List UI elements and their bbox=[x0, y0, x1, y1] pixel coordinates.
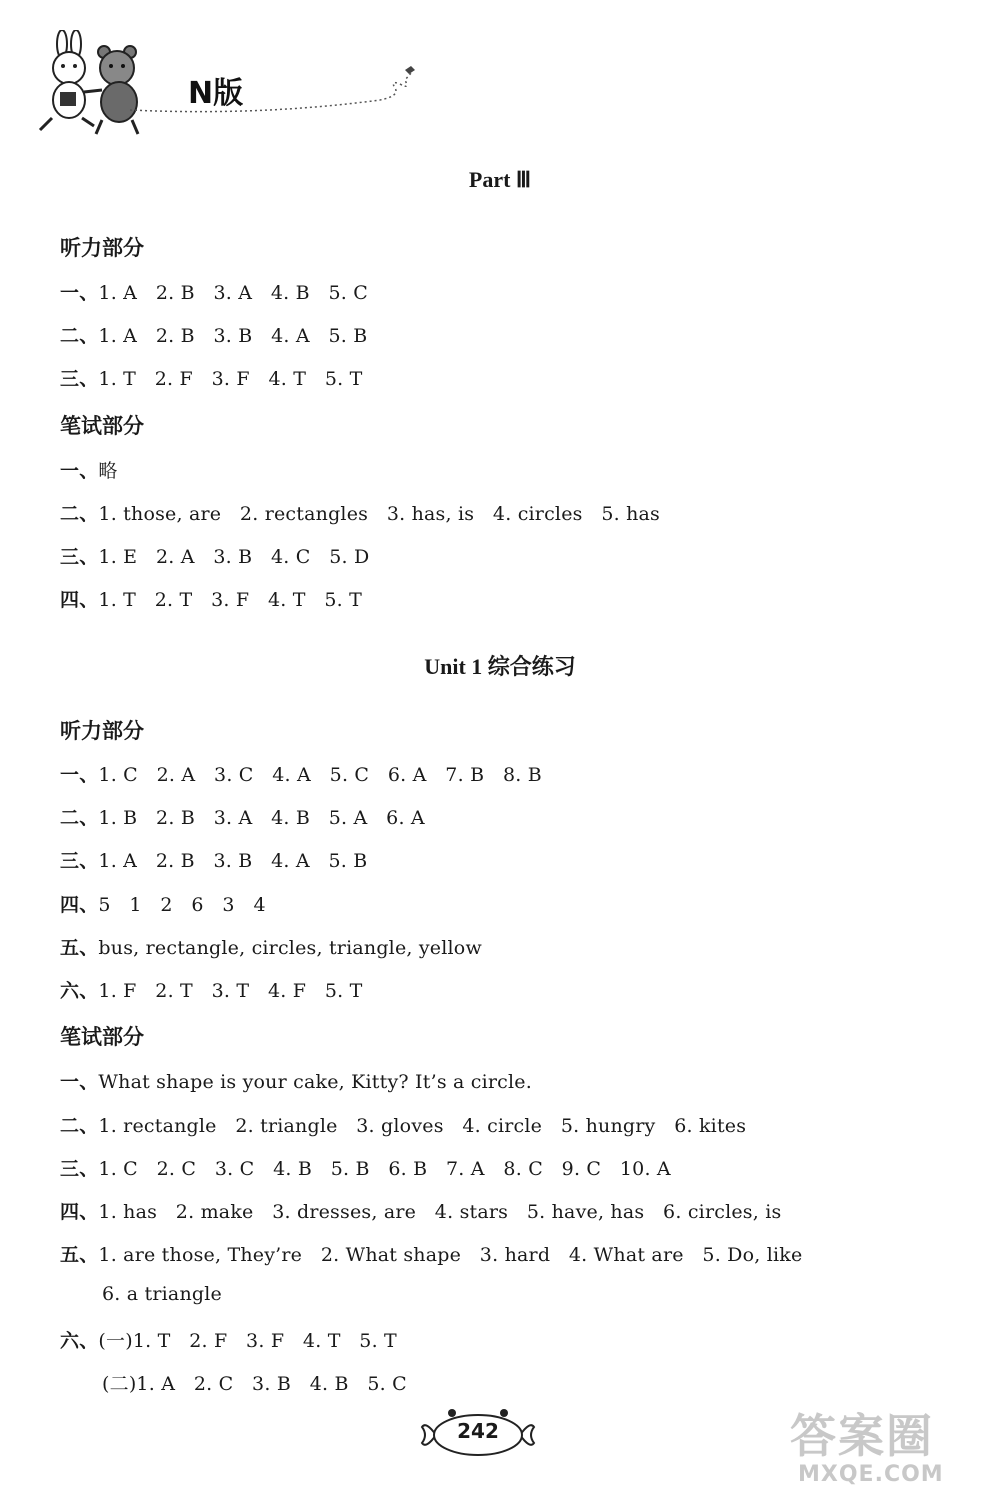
item-number: 四、 bbox=[60, 894, 99, 916]
item-answer: bus, rectangle, circles, triangle, yellow bbox=[98, 937, 482, 959]
unit1-title: Unit 1 综合练习 bbox=[424, 654, 576, 679]
list-item bbox=[60, 1154, 671, 1181]
unit1-writing-heading: 笔试部分 bbox=[60, 1025, 144, 1049]
item-answer: 1. has 2. make 3. dresses, are 4. stars 5. have, has 6. circles, is bbox=[98, 1201, 782, 1223]
item-number: 二、 bbox=[60, 1115, 99, 1137]
item-number: 六、 bbox=[60, 980, 99, 1002]
list-item bbox=[102, 1369, 407, 1396]
list-item bbox=[60, 321, 367, 348]
part3-listening-heading: 听力部分 bbox=[60, 236, 144, 260]
item-number: 三、 bbox=[60, 1158, 99, 1180]
list-item bbox=[60, 1197, 781, 1224]
item-answer: 1. A 2. B 3. B 4. A 5. B bbox=[98, 850, 368, 872]
list-item bbox=[60, 846, 367, 873]
item-answer: 1. T 2. F 3. F 4. T 5. T bbox=[98, 368, 363, 390]
item-answer: 1. C 2. C 3. C 4. B 5. B 6. B 7. A 8. C 9. C 10. A bbox=[98, 1158, 671, 1180]
item-number: 五、 bbox=[60, 937, 99, 959]
item-answer: What shape is your cake, Kitty? It’s a circle. bbox=[98, 1071, 532, 1093]
list-item bbox=[60, 760, 542, 787]
item-answer: 1. A 2. B 3. A 4. B 5. C bbox=[98, 282, 369, 304]
dotted-divider bbox=[120, 60, 440, 120]
list-item bbox=[60, 1326, 397, 1353]
list-item bbox=[102, 1283, 222, 1305]
item-answer: 1. A 2. B 3. B 4. A 5. B bbox=[98, 325, 368, 347]
page-number-badge bbox=[418, 1405, 538, 1465]
item-number: 二、 bbox=[60, 503, 99, 525]
list-item bbox=[60, 803, 425, 830]
list-item bbox=[60, 585, 362, 612]
list-item bbox=[60, 499, 660, 526]
list-item bbox=[60, 1240, 802, 1267]
item-number: 四、 bbox=[60, 1201, 99, 1223]
watermark-url: MXQE.COM bbox=[798, 1462, 944, 1487]
list-item bbox=[60, 1111, 746, 1138]
item-number: 一、 bbox=[60, 282, 99, 304]
item-answer: 1. B 2. B 3. A 4. B 5. A 6. A bbox=[98, 807, 425, 829]
list-item bbox=[60, 456, 118, 483]
item-answer: 5 1 2 6 3 4 bbox=[98, 894, 266, 916]
item-number: 三、 bbox=[60, 546, 99, 568]
item-answer: 1. E 2. A 3. B 4. C 5. D bbox=[98, 546, 370, 568]
list-item bbox=[60, 278, 368, 305]
item-number: 三、 bbox=[60, 850, 99, 872]
watermark-logo-text: 答案圈 bbox=[790, 1409, 934, 1463]
item-number: 二、 bbox=[60, 325, 99, 347]
item-number: 一、 bbox=[60, 460, 99, 482]
list-item bbox=[60, 542, 369, 569]
list-item bbox=[60, 933, 482, 960]
list-item bbox=[60, 976, 363, 1003]
item-number: 一、 bbox=[60, 764, 99, 786]
item-answer: 1. T 2. T 3. F 4. T 5. T bbox=[98, 589, 362, 611]
item-answer: (一)1. T 2. F 3. F 4. T 5. T bbox=[98, 1330, 397, 1352]
item-answer: 1. are those, They’re 2. What shape 3. hard 4. What are 5. Do, like bbox=[98, 1244, 803, 1266]
item-number: 三、 bbox=[60, 368, 99, 390]
page-number: 242 bbox=[457, 1419, 499, 1443]
part3-writing-heading: 笔试部分 bbox=[60, 414, 144, 438]
item-number: 四、 bbox=[60, 589, 99, 611]
item-answer: 6. a triangle bbox=[102, 1283, 222, 1305]
item-answer: 1. those, are 2. rectangles 3. has, is 4. circles 5. has bbox=[98, 503, 661, 525]
item-answer: 1. rectangle 2. triangle 3. gloves 4. circle 5. hungry 6. kites bbox=[98, 1115, 747, 1137]
edition-label: N版 bbox=[188, 76, 244, 111]
item-answer: 1. C 2. A 3. C 4. A 5. C 6. A 7. B 8. B bbox=[98, 764, 542, 786]
item-answer: (二)1. A 2. C 3. B 4. B 5. C bbox=[102, 1373, 407, 1395]
item-number: 二、 bbox=[60, 807, 99, 829]
watermark bbox=[790, 1400, 1000, 1499]
item-answer: 略 bbox=[98, 460, 118, 482]
unit1-listening-heading: 听力部分 bbox=[60, 719, 144, 743]
item-number: 五、 bbox=[60, 1244, 99, 1266]
list-item bbox=[60, 1067, 532, 1094]
page-header bbox=[0, 0, 1000, 140]
item-number: 一、 bbox=[60, 1071, 99, 1093]
item-number: 六、 bbox=[60, 1330, 99, 1352]
list-item bbox=[60, 890, 266, 917]
part3-title: Part Ⅲ bbox=[468, 167, 532, 192]
list-item bbox=[60, 364, 363, 391]
item-answer: 1. F 2. T 3. T 4. F 5. T bbox=[98, 980, 363, 1002]
